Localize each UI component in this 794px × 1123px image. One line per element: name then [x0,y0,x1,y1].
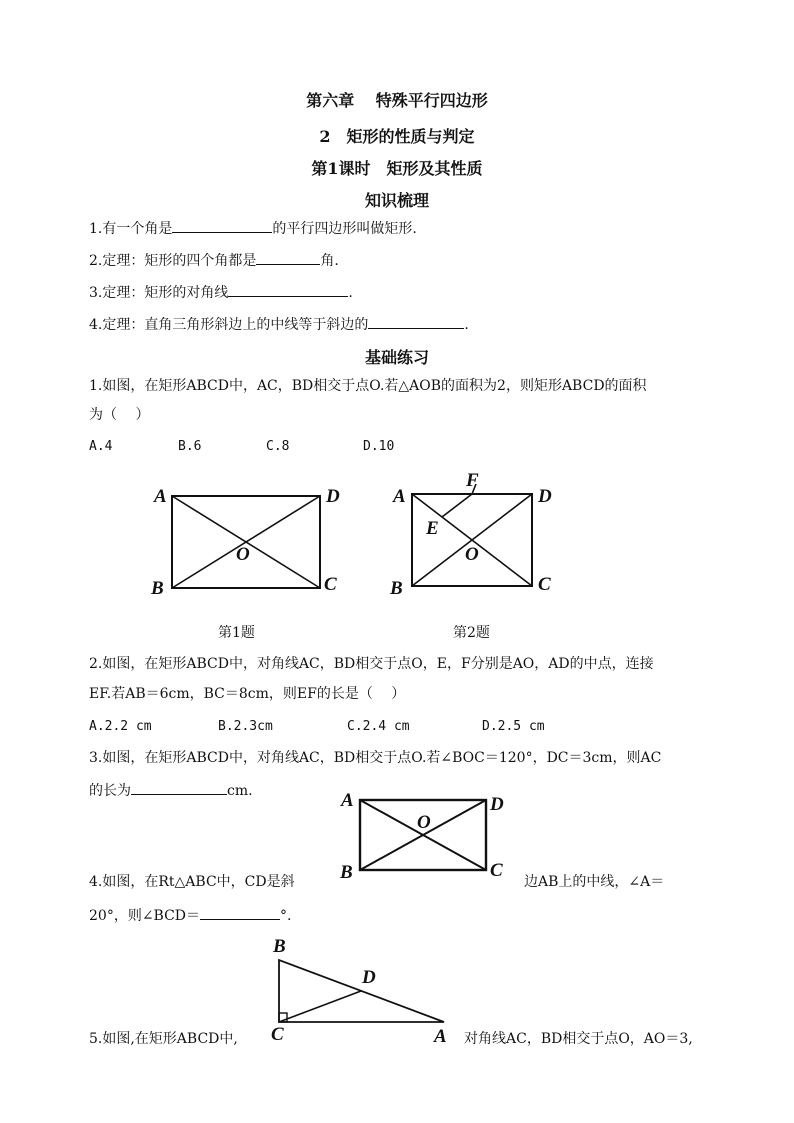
fig2-label-d: D [538,486,552,507]
q5-stem-line1-a: 5.如图,在矩形ABCD中, [89,1031,238,1047]
section-title: 2 矩形的性质与判定 [319,127,475,146]
fig2-label-e: E [426,518,439,539]
fig3-label-c: C [490,860,503,881]
knowledge-item-3-text-end: . [348,285,353,301]
fig4-label-b: B [273,936,286,957]
fig2-caption: 第2题 [453,625,490,641]
q2-option-d[interactable]: D.2.5 cm [482,719,545,734]
fig1-label-a: A [154,486,167,507]
knowledge-item-4-text-end: . [464,317,469,333]
q1-stem-line1: 1.如图，在矩形ABCD中，AC，BD相交于点O.若△AOB的面积为2，则矩形ABCD的面积 [89,378,647,394]
fig1-caption: 第1题 [218,625,255,641]
fig1-label-d: D [326,486,340,507]
knowledge-item-4-text: 4.定理：直角三角形斜边上的中线等于斜边的 [89,317,369,333]
fig2-label-f: F [466,470,479,491]
fig1-label-c: C [324,574,337,595]
fig2-label-b: B [390,578,403,599]
q3-text-a: 的长为 [89,783,131,799]
lesson-title: 第1课时 矩形及其性质 [311,159,483,178]
fig1-label-b: B [151,578,164,599]
q1-option-b[interactable]: B.6 [178,439,202,454]
q3-stem-line1: 3.如图，在矩形ABCD中，对角线AC，BD相交于点O.若∠BOC＝120°，DC＝3cm，则AC [89,750,662,766]
knowledge-item-1-text: 1.有一个角是 [89,221,173,237]
fig2-label-c: C [538,574,551,595]
q2-option-b[interactable]: B.2.3cm [218,719,273,734]
fig4-label-a: A [434,1026,447,1047]
q4-stem-line1-b: 边AB上的中线，∠A＝ [524,874,665,890]
knowledge-item-3-text: 3.定理：矩形的对角线 [89,285,229,301]
q4-text-a: 20°，则∠BCD＝ [89,908,201,924]
knowledge-item-2-text: 2.定理：矩形的四个角都是 [89,253,257,269]
q4-stem-line1-a: 4.如图，在Rt△ABC中，CD是斜 [89,874,295,890]
fig2-label-a: A [393,486,406,507]
figure-4-median-cd [279,991,361,1022]
fig3-label-a: A [341,790,354,811]
fig3-label-o: O [417,812,431,833]
fig3-label-d: D [490,794,504,815]
q3-text-b: cm. [227,783,253,799]
q4-text-b: °. [280,908,292,924]
knowledge-item-2-text-end: 角. [320,253,339,269]
fig3-label-b: B [340,862,353,883]
fig4-label-d: D [362,967,376,988]
practice-heading: 基础练习 [364,348,429,367]
q2-option-c[interactable]: C.2.4 cm [347,719,410,734]
fig1-label-o: O [236,544,250,565]
chapter-title: 第六章 特殊平行四边形 [306,91,488,110]
q1-option-c[interactable]: C.8 [266,439,290,454]
q1-option-d[interactable]: D.10 [363,439,395,454]
q1-stem-line2: 为（ ） [89,407,150,423]
knowledge-item-1-text-end: 的平行四边形叫做矩形. [272,221,417,237]
fig4-label-c: C [271,1024,284,1045]
q2-stem-line1: 2.如图，在矩形ABCD中，对角线AC，BD相交于点O，E，F分别是AO，AD的中点，连接 [89,656,654,672]
q2-stem-line2: EF.若AB＝6cm，BC＝8cm，则EF的长是（ ） [89,686,406,702]
fig2-label-o: O [465,544,479,565]
q2-option-a[interactable]: A.2.2 cm [89,719,152,734]
q5-stem-line1-b: 对角线AC，BD相交于点O，AO＝3, [464,1031,693,1047]
q1-option-a[interactable]: A.4 [89,439,113,454]
knowledge-heading: 知识梳理 [364,191,429,210]
